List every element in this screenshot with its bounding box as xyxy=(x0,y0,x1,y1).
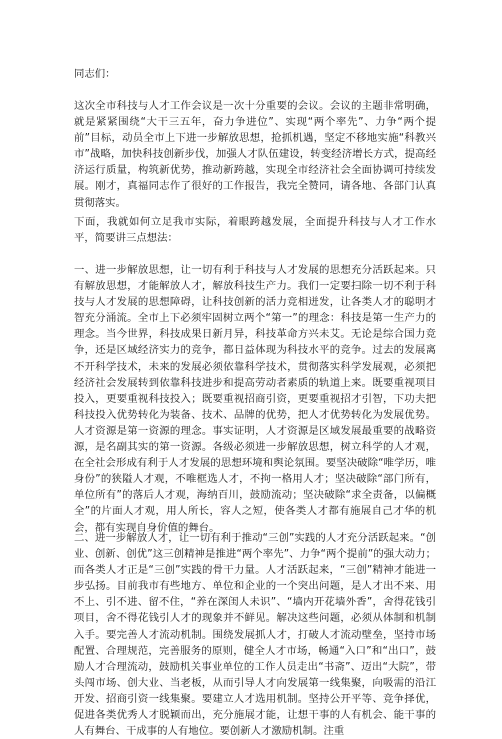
paragraph-opening: 这次全市科技与人才工作会议是一次十分重要的会议。会议的主题非常明确，就是紧紧围绕“大干三五年，奋力争进位”、实现“两个率先”、力争“两个提前”目标，动员全市上下进一步解放思想，抢抓机遇，坚定不移地实施“科教兴市”战略，加快科技创新步伐，加强人才队伍建设，转变经济增长方式，提高经济运行质量，构筑新优势，推动新跨越，实现全市经济社会全面协调可持续发展。刚才，真福同志作了很好的工作报告，我完全赞同，请各地、各部门认真贯彻落实。 xyxy=(74,100,436,209)
paragraph-point-two: 二、进一步解放人才，让一切有利于推动“三创”实践的人才充分活跃起来。“创业、创新、创优”这三创精神是推进“两个率先”、力争“两个提前”的强大动力；而各类人才正是“三创”实践的骨干力量。人才活跃起来，“三创”精神才能进一步弘扬。目前我市有些地方、单位和企业的一个突出问题，是人才出不来、用不上、引不进、留不住，“养在深闺人未识”、“墙内开花墙外香”，舍得花钱引项目，舍不得花钱引人才的现象并不鲜见。解决这些问题，必须从体制和机制入手。要完善人才流动机制。围绕发展抓人才，打破人才流动壁垒，坚持市场配置、合理规范，完善服务的原则，健全人才市场，畅通“入口”和“出口”，鼓励人才合理流动，鼓励机关事业单位的工作人员走出“书斋”、迈出“大院”，带头闯市场、创大业、当老板，从而引导人才向发展第一线集聚，向吸需的沿江开发、招商引资一线集聚。要建立人才选用机制。坚持公开平等、竞争择优，促进各类优秀人才脱颖而出，充分施展才能，让想干事的人有机会、能干事的人有舞台、干成事的人有地位。要创新人才激励机制。注重 xyxy=(74,532,436,738)
paragraph-outline: 下面，我就如何立足我市实际，着眼跨越发展，全面提升科技与人才工作水平，简要讲三点想法： xyxy=(74,216,436,245)
paragraph-point-one: 一、进一步解放思想，让一切有利于科技与人才发展的思想充分活跃起来。只有解放思想，才能解放人才，解放科技生产力。我们一定要扫除一切不利于科技与人才发展的思想障碍，让科技创新的活力竞相迸发，让各类人才的聪明才智充分涌流。全市上下必须牢固树立两个“第一”的理念：科技是第一生产力的理念。当今世界，科技成果日新月异，科技革命方兴未艾。无论是综合国力竞争，还是区域经济实力的竞争，都日益体现为科技水平的竞争。过去的发展离不开科学技术，未来的发展必须依靠科学技术，贯彻落实科学发展观，必须把经济社会发展转到依靠科技进步和提高劳动者素质的轨道上来。既要重视项目投入，更要重视科技投入；既要重视招商引资，更要重视招才引智，下功夫把科技投入优势转化为装备、技术、品牌的优势，把人才优势转化为发展优势。人才资源是第一资源的理念。事实证明，人才资源是区域发展最重要的战略资源，是名副其实的第一资源。各级必须进一步解放思想，树立科学的人才观，在全社会形成有利于人才发展的思想环境和舆论氛围。要坚决破除“唯学历，唯身份”的狭隘人才观，不唯框选人才，不拘一格用人才；坚决破除“部门所有，单位所有”的落后人才观，海纳百川，鼓励流动；坚决破除“求全责备，以偏概全”的片面人才观，用人所长，容人之短，使各类人才都有施展自己才华的机会，都有实现自身价值的舞台。 xyxy=(74,264,436,534)
salutation: 同志们： xyxy=(74,68,116,80)
